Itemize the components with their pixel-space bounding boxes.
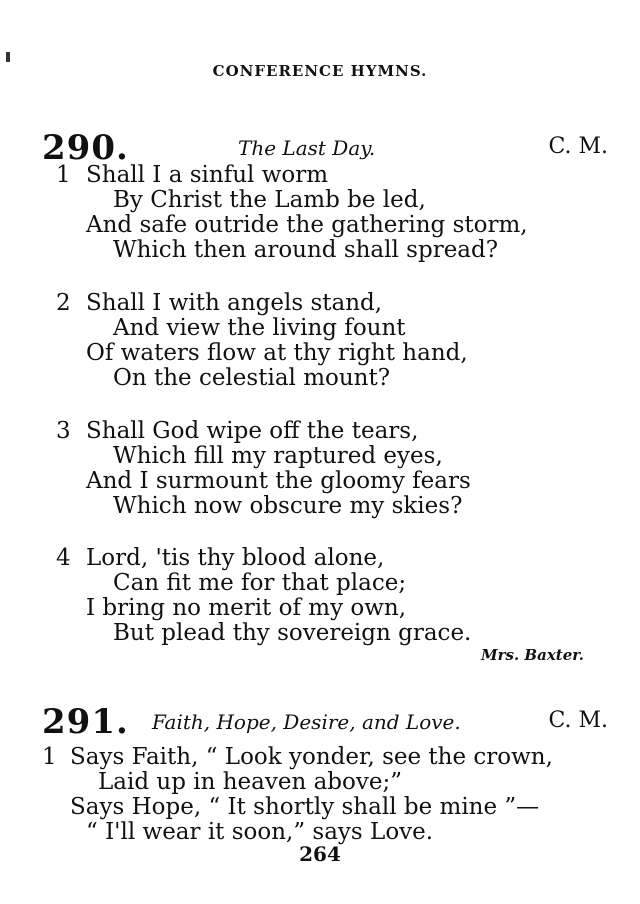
verse-line: And safe outride the gathering storm, [86, 212, 528, 238]
verse-line: I bring no merit of my own, [86, 595, 407, 621]
verse-line: By Christ the Lamb be led, [113, 187, 426, 213]
page-number: 264 [299, 842, 341, 866]
stanza-number: 4 [56, 545, 71, 571]
stanza-number: 2 [56, 290, 71, 316]
stanza-number: 1 [56, 162, 71, 188]
hymn-number: 290. [42, 128, 129, 168]
page-edge-mark [6, 52, 10, 62]
attribution: Mrs. Baxter. [481, 646, 584, 664]
verse-line: Which now obscure my skies? [113, 493, 463, 519]
running-header: CONFERENCE HYMNS. [212, 62, 428, 80]
verse-line: Says Hope, “ It shortly shall be mine ”— [70, 794, 540, 820]
verse-line: Shall God wipe off the tears, [86, 418, 419, 444]
verse-line: On the celestial mount? [113, 365, 391, 391]
verse-line: Can fit me for that place; [113, 570, 407, 596]
hymn-number: 291. [42, 702, 129, 742]
hymn-title: Faith, Hope, Desire, and Love. [152, 710, 461, 734]
hymn-290-heading [42, 128, 608, 168]
verse-line: Laid up in heaven above;” [98, 769, 402, 795]
verse-line: “ I'll wear it soon,” says Love. [86, 819, 434, 845]
stanza-number: 1 [42, 744, 57, 770]
verse-line: Says Faith, “ Look yonder, see the crown, [70, 744, 553, 770]
verse-line: But plead thy sovereign grace. [113, 620, 472, 646]
verse-line: Which fill my raptured eyes, [113, 443, 443, 469]
hymn-meter: C. M. [548, 708, 608, 733]
verse-line: Which then around shall spread? [113, 237, 499, 263]
verse-line: Shall I a sinful worm [86, 162, 329, 188]
verse-line: And I surmount the gloomy fears [86, 468, 471, 494]
hymn-meter: C. M. [548, 134, 608, 159]
verse-line: Of waters flow at thy right hand, [86, 340, 468, 366]
hymn-title: The Last Day. [238, 136, 376, 160]
verse-line: And view the living fount [113, 315, 406, 341]
verse-line: Shall I with angels stand, [86, 290, 383, 316]
hymn-291-heading [42, 702, 608, 742]
stanza-number: 3 [56, 418, 71, 444]
verse-line: Lord, 'tis thy blood alone, [86, 545, 385, 571]
